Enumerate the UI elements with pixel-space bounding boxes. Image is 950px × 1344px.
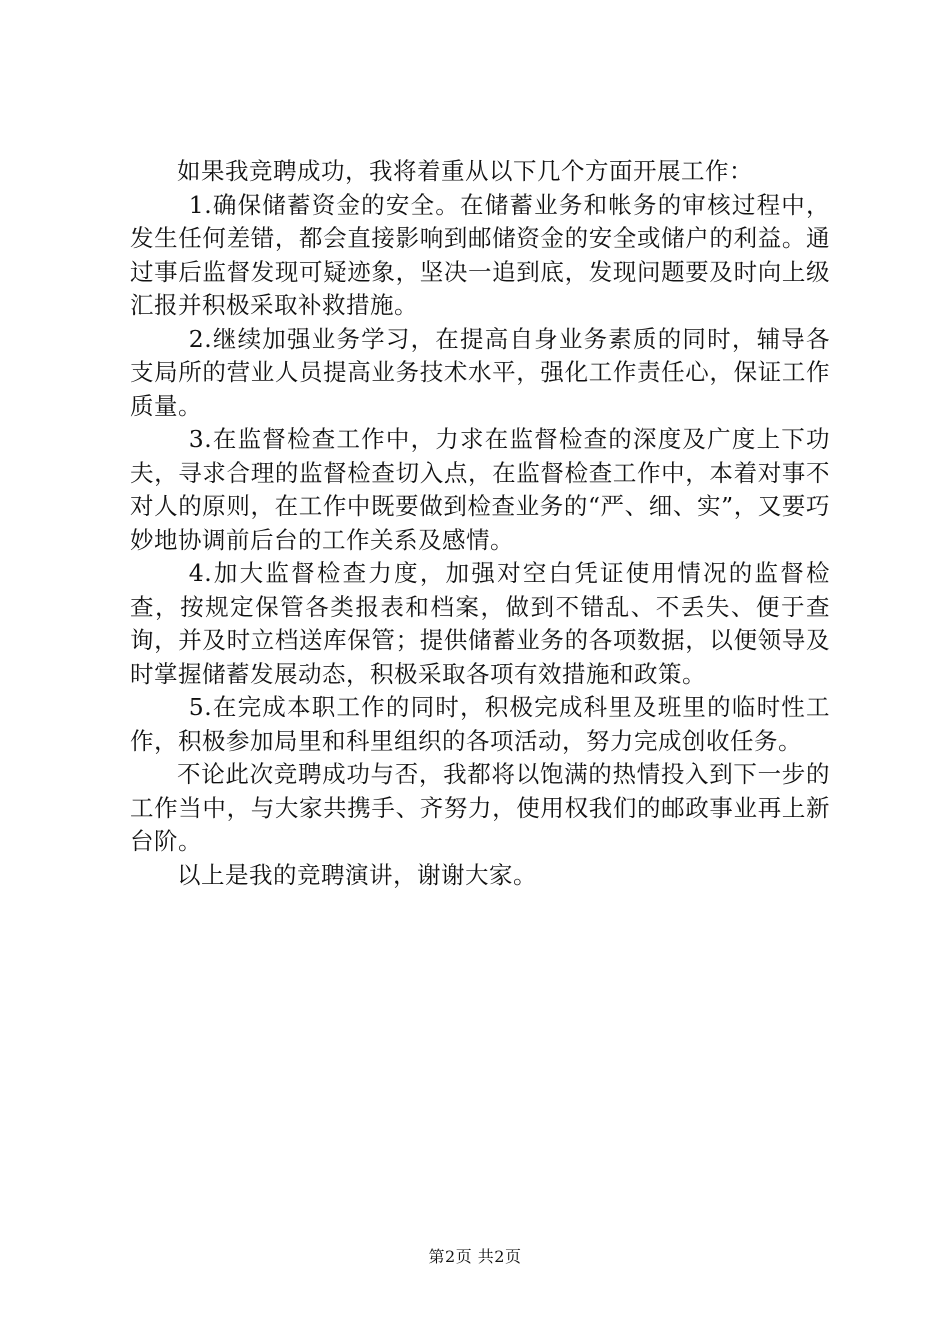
document-body [130,155,830,892]
item-1-paragraph: 1.确保储蓄资金的安全。在储蓄业务和帐务的审核过程中，发生任何差错，都会直接影响到邮储资金的安全或储户的利益。通过事后监督发现可疑迹象，坚决一追到底，发现问题要及时向上级汇报并积极采取补救措施。 [130,190,830,319]
page-footer: 第2页 共2页 [428,1247,522,1266]
item-4-paragraph: 4.加大监督检查力度，加强对空白凭证使用情况的监督检查，按规定保管各类报表和档案，做到不错乱、不丢失、便于查询，并及时立档送库保管；提供储蓄业务的各项数据，以便领导及时掌握储蓄发展动态，积极采取各项有效措施和政策。 [130,559,830,688]
closing-paragraph: 不论此次竞聘成功与否，我都将以饱满的热情投入到下一步的工作当中，与大家共携手、齐努力，使用权我们的邮政事业再上新台阶。 [130,760,830,855]
item-2-paragraph: 2.继续加强业务学习，在提高自身业务素质的同时，辅导各支局所的营业人员提高业务技术水平，强化工作责任心，保证工作质量。 [130,324,830,420]
item-3-paragraph: 3.在监督检查工作中，力求在监督检查的深度及广度上下功夫，寻求合理的监督检查切入点，在监督检查工作中，本着对事不对人的原则，在工作中既要做到检查业务的“严、细、实”，又要巧妙地协调前后台的工作关系及感情。 [130,425,830,554]
item-5-paragraph: 5.在完成本职工作的同时，积极完成科里及班里的临时性工作，积极参加局里和科里组织的各项活动，努力完成创收任务。 [130,693,830,755]
intro-paragraph: 如果我竞聘成功，我将着重从以下几个方面开展工作： [177,157,753,185]
thanks-paragraph: 以上是我的竞聘演讲，谢谢大家。 [177,860,537,889]
